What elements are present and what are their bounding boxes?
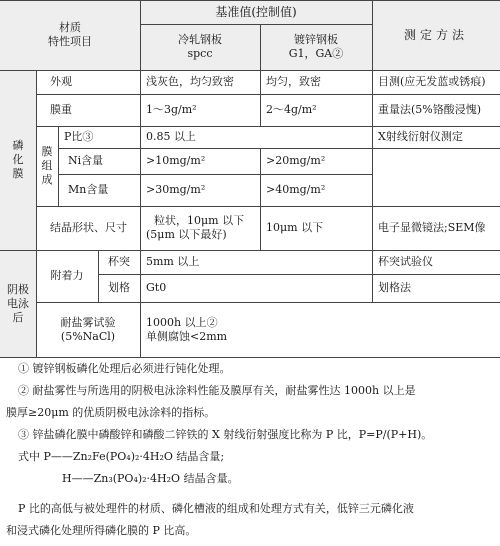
group-phosphate-film — [0, 70, 36, 250]
row-p-ratio-label: P比③ — [64, 130, 94, 143]
grid-line — [36, 94, 500, 95]
group-cathode-line-3: 后 — [12, 311, 24, 324]
grid-line — [140, 24, 372, 25]
row-scratch-method: 划格法 — [378, 281, 411, 294]
row-appearance-method: 目测(应无发蓝或锈痕) — [378, 75, 486, 88]
header-standard: 基准值(控制值) — [215, 5, 297, 19]
group-phos-char-1: 磷 — [12, 139, 24, 152]
group-phos-char-3: 膜 — [12, 167, 24, 180]
row-crystal-cold-2: (5μm 以下最好) — [146, 228, 227, 241]
row-weight-label: 膜重 — [50, 103, 72, 116]
row-weight-method: 重量法(5%铬酸浸愧) — [378, 103, 482, 116]
grid-line — [58, 148, 500, 149]
grid-line — [0, 250, 500, 251]
row-p-ratio-value: 0.85 以上 — [146, 130, 196, 143]
row-crystal-label: 结晶形状、尺寸 — [50, 221, 127, 234]
note-1: ① 镀锌钢板磷化处理后必须进行钝化处理。 — [18, 362, 231, 375]
row-ni-label: Ni含量 — [68, 154, 104, 167]
row-scratch-value: Gt0 — [146, 281, 167, 294]
header-galv-sub: G1，GA② — [288, 47, 344, 60]
row-salt-label-2: (5%NaCl) — [60, 330, 116, 343]
row-scratch-label: 划格 — [108, 281, 130, 294]
note-3-formula-h: H——Zn₃(PO₄)₂·4H₂O 结晶含量。 — [62, 472, 239, 485]
row-p-ratio-method: X射线衍射仪测定 — [378, 130, 463, 143]
header-cold-sub: spcc — [187, 47, 213, 60]
group-mem-char-1: 膜 — [41, 145, 53, 158]
row-mn-galv: >40mg/m² — [266, 183, 326, 196]
grid-line — [0, 0, 500, 1]
header-galv-label: 镀锌钢板 — [294, 33, 338, 46]
grid-line — [0, 70, 500, 71]
grid-line — [58, 174, 372, 175]
note-4-cont: 和浸式磷化处理所得磷化膜的 P 比高。 — [6, 524, 197, 537]
grid-line — [260, 148, 261, 250]
group-phos-char-2: 化 — [12, 153, 24, 166]
row-weight-cold: 1～3g/m² — [146, 103, 197, 116]
row-salt-label-1: 耐盐雾试验 — [60, 316, 116, 329]
header-method: 测定方法 — [403, 28, 468, 42]
header-property: 特性项目 — [48, 35, 92, 48]
group-membrane-composition — [36, 126, 58, 206]
row-appearance-galv: 均匀，致密 — [266, 75, 321, 88]
grid-line — [0, 357, 500, 358]
grid-line — [36, 206, 500, 207]
group-mem-char-2: 组 — [41, 159, 53, 172]
note-3-formula-p: 式中 P——Zn₂Fe(PO₄)₂·4H₂O 结晶含量; — [18, 450, 225, 463]
group-cathode-line-1: 阴极 — [7, 283, 29, 296]
row-crystal-galv: 10μm 以下 — [266, 221, 324, 234]
row-appearance-cold: 浅灰色，均匀致密 — [146, 75, 234, 88]
row-cup-value: 5mm 以上 — [146, 255, 200, 268]
row-weight-galv: 2～4g/m² — [266, 103, 317, 116]
grid-line — [98, 250, 99, 302]
row-crystal-method: 电子显微镜法;SEM像 — [378, 221, 486, 234]
row-appearance-label: 外观 — [50, 75, 72, 88]
grid-line — [372, 0, 373, 302]
grid-line — [36, 70, 37, 358]
grid-line — [260, 24, 261, 126]
header-cold-label: 冷轧钢板 — [178, 33, 222, 46]
grid-line — [98, 274, 500, 275]
row-salt-value-2: 单侧腐蚀<2mm — [146, 330, 228, 343]
row-ni-cold: >10mg/m² — [146, 154, 206, 167]
row-salt-value — [140, 302, 372, 358]
row-adhesion-label: 附着力 — [50, 269, 84, 282]
row-salt-value-1: 1000h 以上② — [146, 316, 218, 329]
footnotes — [0, 360, 500, 546]
header-material: 材质 — [59, 21, 81, 34]
note-4: P 比的高低与被处理件的材质、磷化槽液的组成和处理方式有关，低锌三元磷化液 — [18, 502, 414, 515]
row-cup-method: 杯突试验仪 — [378, 255, 433, 268]
row-crystal-cold-1: 粒状，10μm 以下 — [154, 214, 245, 227]
header-corner — [0, 0, 140, 70]
row-cup-label: 杯突 — [108, 255, 130, 268]
grid-line — [58, 126, 59, 206]
header-cold-steel — [140, 24, 260, 70]
row-crystal-cold — [140, 206, 260, 250]
grid-line — [36, 302, 500, 303]
grid-line — [36, 126, 500, 127]
row-mn-cold: >30mg/m² — [146, 183, 206, 196]
note-2-cont: 膜厚≥20μm 的优质阴极电泳涂料的指标。 — [6, 406, 216, 419]
group-cathode-line-2: 电泳 — [7, 297, 29, 310]
group-mem-char-3: 成 — [41, 173, 53, 186]
row-mn-label: Mn含量 — [68, 183, 109, 196]
header-galv-steel — [260, 24, 372, 70]
note-2: ② 耐盐雾性与所选用的阴极电泳涂料性能及膜厚有关，耐盐雾性达 1000h 以上是 — [18, 384, 416, 397]
grid-line — [140, 0, 141, 358]
group-cathode-electrophoresis — [0, 250, 36, 358]
row-salt-label — [36, 302, 140, 358]
note-3: ③ 锌盐磷化膜中磷酸锌和磷酸二锌铁的 X 射线衍射强度比称为 P 比，P=P/(P+H)。 — [18, 428, 433, 441]
row-ni-galv: >20mg/m² — [266, 154, 326, 167]
